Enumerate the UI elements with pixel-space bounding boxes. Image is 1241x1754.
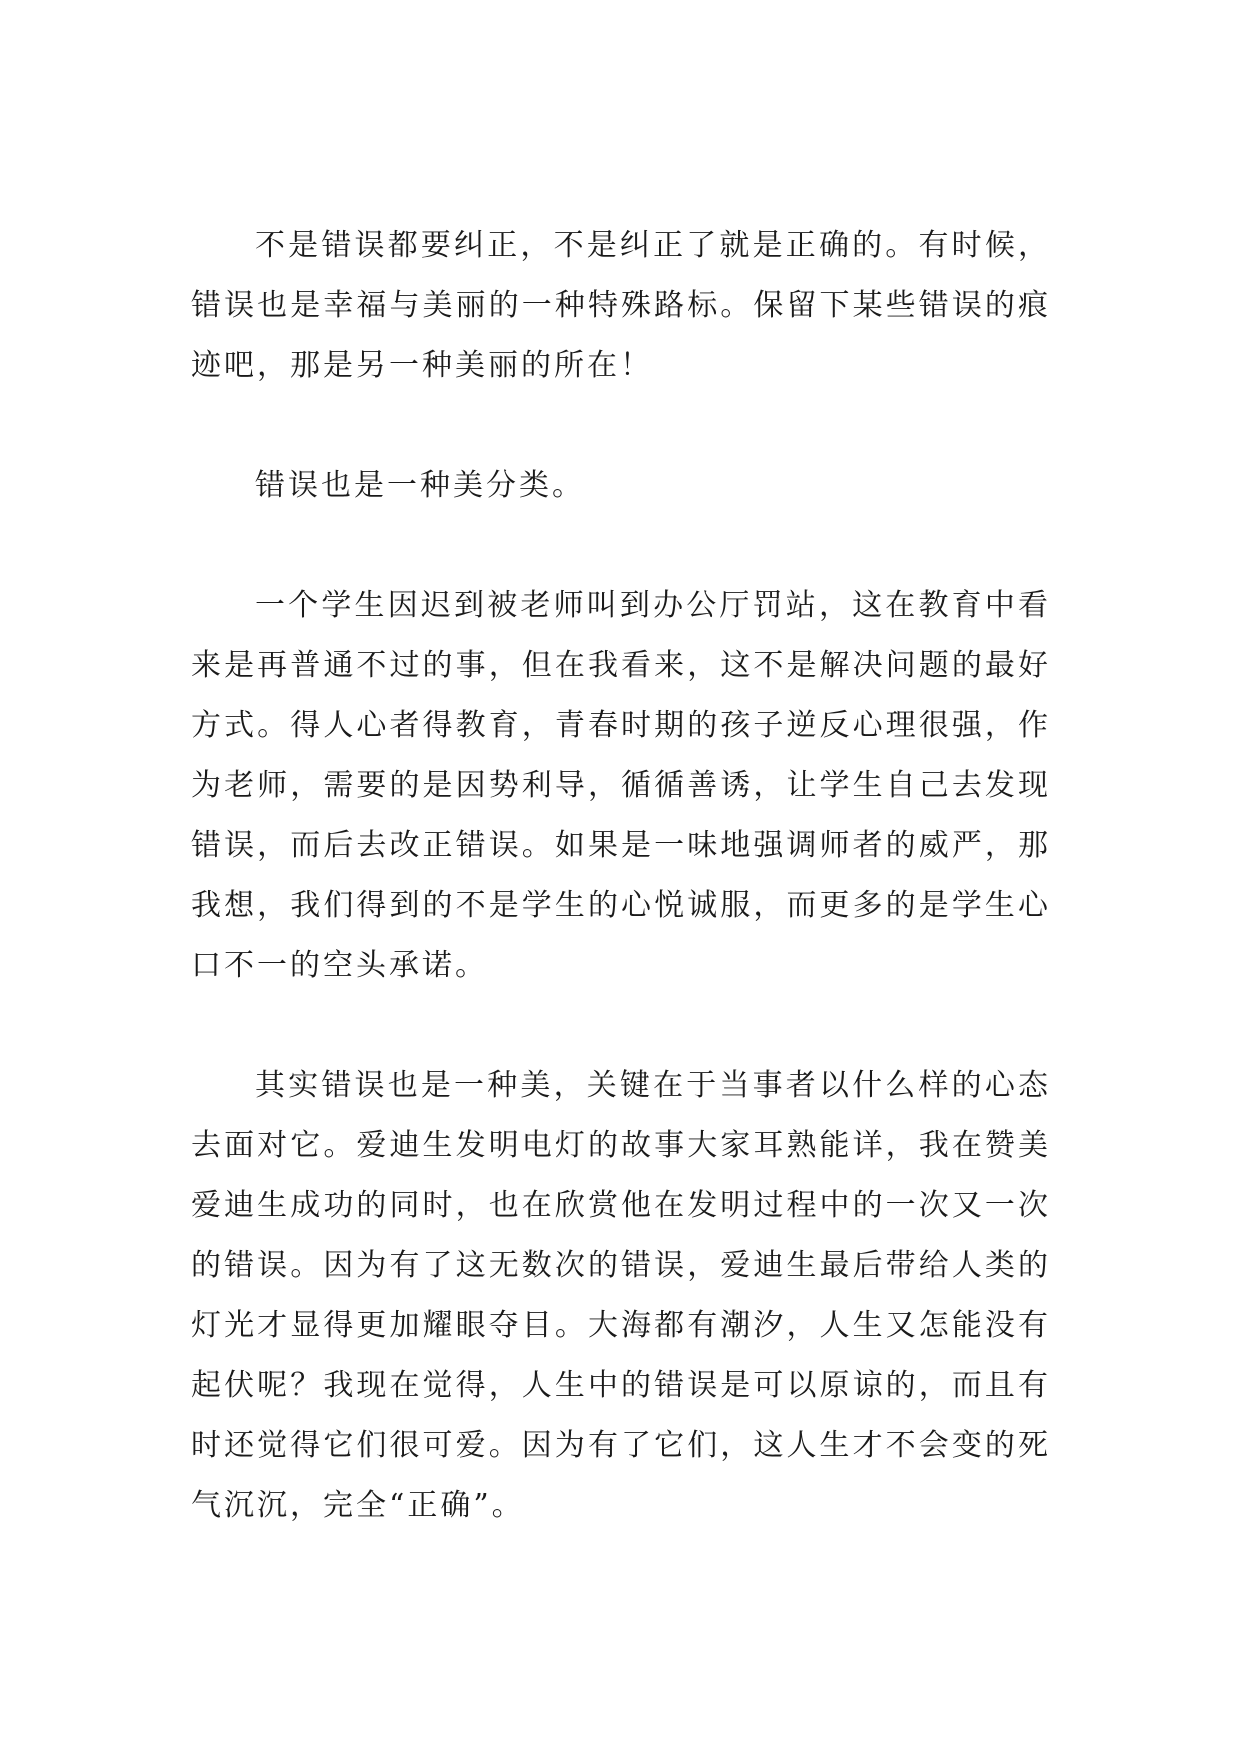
paragraph-student-example: 一个学生因迟到被老师叫到办公厅罚站，这在教育中看来是再普通不过的事，但在我看来，这不是解决问题的最好方式。得人心者得教育，青春时期的孩子逆反心理很强，作为老师，需要的是因势利导，循循善诱，让学生自己去发现错误，而后去改正错误。如果是一味地强调师者的威严，那我想，我们得到的不是学生的心悦诚服，而更多的是学生心口不一的空头承诺。 — [191, 588, 1051, 983]
paragraph-edison-example: 其实错误也是一种美，关键在于当事者以什么样的心态去面对它。爱迪生发明电灯的故事大家耳熟能详，我在赞美爱迪生成功的同时，也在欣赏他在发明过程中的一次又一次的错误。因为有了这无数次的错误，爱迪生最后带给人类的灯光才显得更加耀眼夺目。大海都有潮汐，人生又怎能没有起伏呢？我现在觉得，人生中的错误是可以原谅的，而且有时还觉得它们很可爱。因为有了它们，这人生才不会变的死气沉沉，完全“正确”。 — [191, 1068, 1051, 1523]
document-body — [191, 216, 1051, 1536]
paragraph-category: 错误也是一种美分类。 — [255, 468, 585, 503]
paragraph-intro: 不是错误都要纠正，不是纠正了就是正确的。有时候，错误也是幸福与美丽的一种特殊路标。保留下某些错误的痕迹吧，那是另一种美丽的所在！ — [191, 228, 1051, 383]
